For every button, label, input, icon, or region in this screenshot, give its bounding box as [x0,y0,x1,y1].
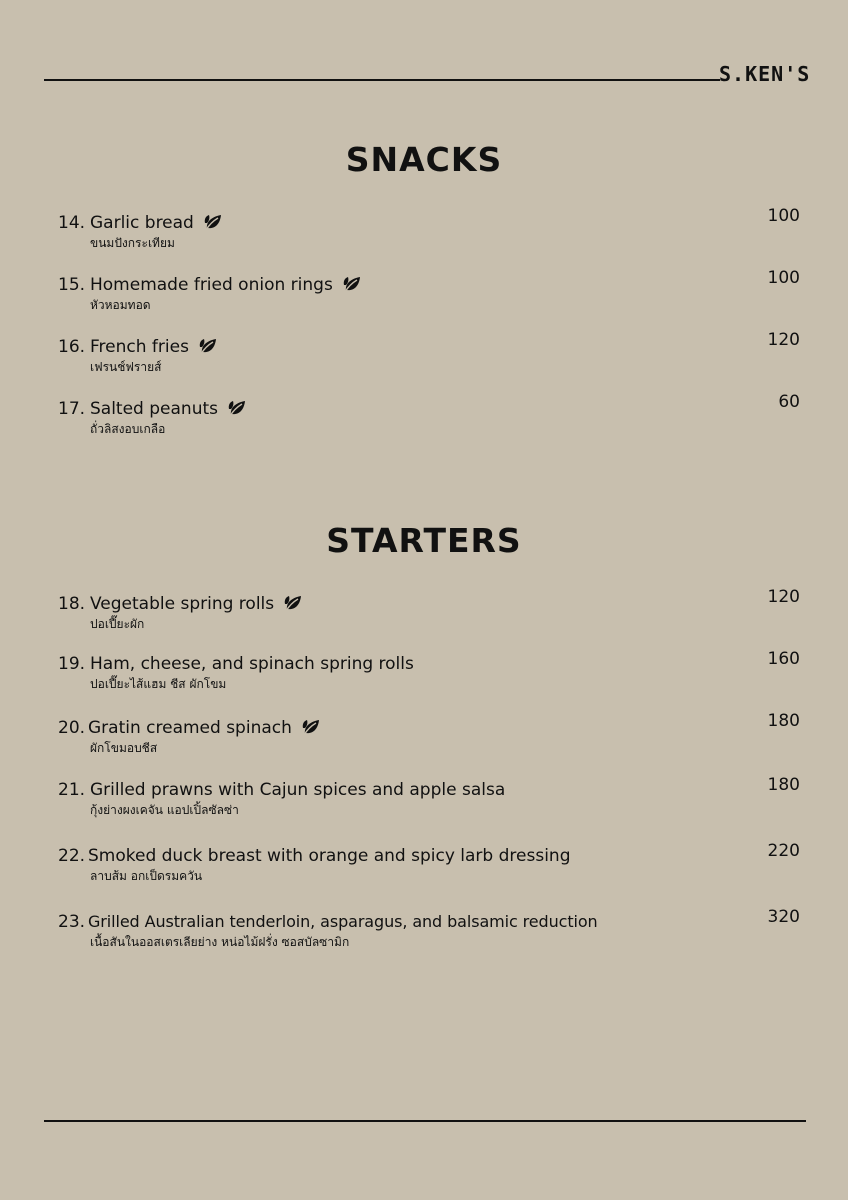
section-title-snacks: SNACKS [345,140,503,179]
item-number: 21. [58,780,86,800]
item-number: 23. [58,912,86,932]
item-thai-name: หัวหอมทอด [90,298,151,312]
item-thai-name: ผักโขมอบชีส [90,741,158,755]
item-name: Homemade fried onion rings [90,275,333,295]
item-price: 180 [767,775,800,795]
item-name: Salted peanuts [90,399,218,419]
menu-item [58,775,804,818]
item-name: Smoked duck breast with orange and spicy larb dressing [88,846,571,866]
item-number: 16. [58,337,86,357]
item-thai-name: ขนมปังกระเทียม [90,236,175,250]
item-name: Vegetable spring rolls [90,594,275,614]
item-thai-name: ลาบส้ม อกเป็ดรมควัน [90,869,203,883]
item-name: Ham, cheese, and spinach spring rolls [90,654,414,674]
item-price: 160 [767,649,800,669]
item-number: 14. [58,213,86,233]
leaf-icon [227,399,247,417]
item-number: 15. [58,275,86,295]
item-price: 320 [767,907,800,927]
item-price: 180 [767,711,800,731]
menu-item [58,268,804,313]
item-price: 120 [767,330,800,350]
header-divider [44,79,720,81]
item-price: 100 [767,206,800,226]
item-number: 22. [58,846,86,866]
item-thai-name: ถั่วลิสงอบเกลือ [90,422,166,436]
menu-item [58,206,804,251]
item-thai-name: ปอเปี๊ยะไส้แฮม ชีส ผักโขม [90,677,227,691]
item-price: 100 [767,268,800,288]
menu-item [58,392,804,437]
leaf-icon [198,337,218,355]
item-thai-name: ปอเปี๊ยะผัก [90,617,145,631]
item-number: 20. [58,718,86,738]
leaf-icon [342,275,362,293]
leaf-icon [301,718,321,736]
item-name: Gratin creamed spinach [88,718,292,738]
brand-logo: S.KEN'S [719,62,811,86]
menu-item [58,649,804,692]
menu-item [58,587,804,632]
footer-divider [44,1120,806,1122]
item-number: 18. [58,594,86,614]
item-number: 17. [58,399,86,419]
menu-item [58,711,804,756]
item-name: Grilled prawns with Cajun spices and apple salsa [90,780,506,800]
item-price: 220 [767,841,800,861]
menu-item [58,841,804,884]
item-thai-name: กุ้งย่างผงเคจัน แอปเปิ้ลซัลซ่า [90,803,239,817]
item-number: 19. [58,654,86,674]
item-thai-name: เนื้อสันในออสเตรเลียย่าง หน่อไม้ฝรั่ง ซอสบัลซามิก [90,935,350,949]
leaf-icon [283,594,303,612]
item-name: Garlic bread [90,213,194,233]
item-name: French fries [90,337,189,357]
item-thai-name: เฟรนช์ฟรายส์ [90,360,162,374]
menu-item [58,907,804,950]
leaf-icon [203,213,223,231]
section-title-starters: STARTERS [326,521,522,560]
item-price: 60 [778,392,800,412]
item-name: Grilled Australian tenderloin, asparagus, and balsamic reduction [88,912,598,931]
item-price: 120 [767,587,800,607]
menu-item [58,330,804,375]
